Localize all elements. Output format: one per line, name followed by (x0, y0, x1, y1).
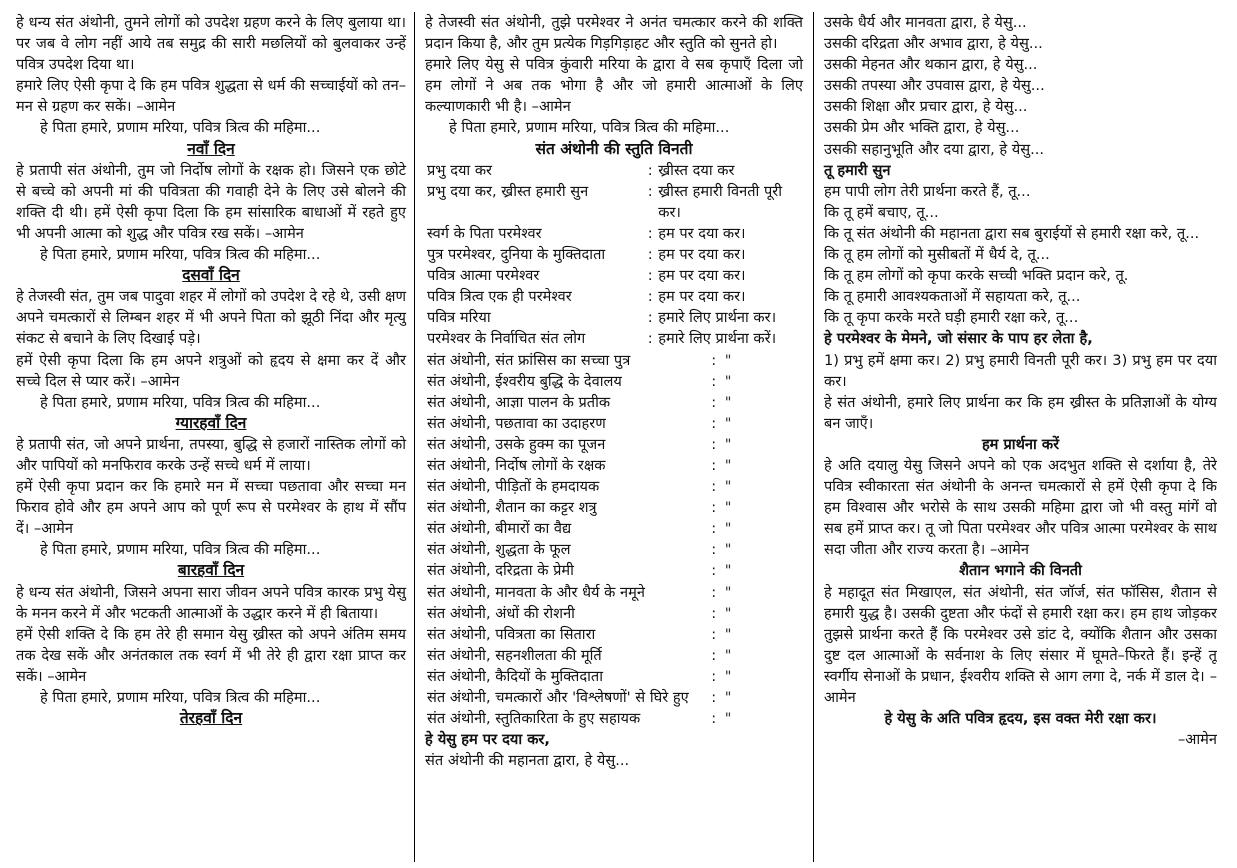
litany-line: उसकी प्रेम और भक्ति द्वारा, हे येसु... (824, 119, 1020, 137)
separator: : (647, 288, 653, 306)
separator: : (711, 541, 717, 559)
hear-line: कि तू संत अंथोनी की महानता द्वारा सब बुराईयों से हमारी रक्षा करे, तू... (824, 224, 1200, 242)
litany-response: ख्रीस्त हमारी विनती पूरी कर। (658, 182, 783, 221)
separator: : (711, 625, 717, 643)
day-13-title: तेरहवाँ दिन (179, 709, 243, 728)
litany-invocation: पवित्र त्रित्व एक ही परमेश्वर (427, 288, 572, 306)
litany-row (425, 560, 803, 581)
litany-line: उसकी शिक्षा और प्रचार द्वारा, हे येसु... (824, 98, 1028, 116)
paragraph: हमें ऐसी कृपा प्रदान कर कि हमारे मन में सच्चा पछतावा और सच्चा मन फिराव होवे और हम अपने आप को पूर्ण रूप से परमेश्वर के हाथ में सौंप दें। –आमेन (16, 478, 406, 538)
amen: –आमेन (1177, 731, 1217, 749)
litany-table (425, 160, 803, 350)
ditto-mark: " (724, 456, 732, 474)
paragraph: हे तेजस्वी संत, तुम जब पादुवा शहर में लोगों को उपदेश दे रहे थे, उसी क्षण अपने चमत्कारों से लिम्बन शहर में भी अपने पिता को झूठी निंदा और मृत्यु संकट से बचाने के लिए दिखाई पड़े। (16, 288, 406, 348)
separator: : (711, 583, 717, 601)
ditto-mark: " (724, 499, 732, 517)
litany-response: हमारे लिए प्रार्थना कर। (658, 309, 777, 327)
final-bold-line: हे येसु के अति पवित्र हृदय, इस वक्त मेरी रक्षा कर। (884, 710, 1157, 728)
litany-row (425, 666, 803, 687)
litany-row (425, 645, 803, 666)
litany-invocation: संत अंथोनी, संत फ्रांसिस का सच्चा पुत्र (427, 351, 631, 369)
separator: : (647, 224, 653, 242)
day-12-title: बारहवाँ दिन (177, 561, 245, 580)
bold-line: हे येसु हम पर दया कर, (425, 731, 550, 749)
day-heading (16, 413, 406, 434)
litany-line: उसकी दरिद्रता और अभाव द्वारा, हे येसु... (824, 35, 1043, 53)
separator: : (647, 330, 653, 348)
prayer-line: हे पिता हमारे, प्रणाम मरिया, पवित्र त्रित्व की महिमा... (40, 689, 321, 706)
separator: : (711, 710, 717, 728)
litany-saint-table (425, 350, 803, 730)
litany-invocation: संत अंथोनी, सहनशीलता की मूर्ति (427, 646, 602, 664)
litany-row (425, 307, 803, 328)
litany-row (425, 265, 803, 286)
day-9-title: नवाँ दिन (187, 139, 235, 158)
litany-response: ख्रीस्त दया कर (658, 161, 735, 179)
separator: : (647, 182, 653, 200)
litany-invocation: संत अंथोनी, आज्ञा पालन के प्रतीक (427, 393, 611, 411)
hear-line: कि तू हमें बचाए, तू... (824, 203, 939, 221)
separator: : (711, 372, 717, 390)
exorcism-title: शैतान भगाने की विनती (959, 562, 1082, 580)
paragraph: हे तेजस्वी संत अंथोनी, तुझे परमेश्वर ने अनंत चमत्कार करने की शक्ति प्रदान किया है, और तुम प्रत्येक गिड़गिड़ाहट और स्तुति को सुनते हो। (425, 14, 803, 53)
day-heading (16, 139, 406, 160)
litany-invocation: संत अंथोनी, मानवता के और धैर्य के नमूने (427, 583, 645, 601)
litany-row (425, 392, 803, 413)
litany-row (425, 687, 803, 708)
paragraph: हे धन्य संत अंथोनी, तुमने लोगों को उपदेश ग्रहण करने के लिए बुलाया था। पर जब वे लोग नहीं आये तब समुद्र की सारी मछलियों को बुलवाकर उन्हें पवित्र उपदेश दिया था। (16, 14, 406, 74)
paragraph: हे प्रतापी संत अंथोनी, तुम जो निर्दोष लोगों के रक्षक हो। जिसने एक छोटे से बच्चे को अपनी मां की पवित्रता की गवाही देने के लिए उसे बोलने की शक्ति दी थी। हमें ऐसी कृपा दिला कि हम सांसारिक बाधाओं में रहते हुए भी अपनी आत्मा को शुद्ध और पवित्र रख सकें। –आमेन (16, 161, 406, 242)
litany-row (425, 518, 803, 539)
litany-invocation: संत अंथोनी, शुद्धता के फूल (427, 541, 571, 559)
litany-line: संत अंथोनी की महानता द्वारा, हे येसु... (425, 752, 630, 770)
separator: : (711, 689, 717, 706)
separator: : (711, 520, 717, 538)
prayer-line: हे पिता हमारे, प्रणाम मरिया, पवित्र त्रित्व की महिमा... (40, 246, 321, 264)
litany-row (425, 244, 803, 265)
ditto-mark: " (724, 478, 732, 496)
litany-response: हमारे लिए प्रार्थना करें। (658, 330, 777, 348)
litany-row (425, 328, 803, 349)
litany-row (425, 434, 803, 455)
lets-pray-title: हम प्रार्थना करें (981, 435, 1060, 453)
litany-line: उसकी तपस्या और उपवास द्वारा, हे येसु... (824, 77, 1045, 95)
prayer-line: हे पिता हमारे, प्रणाम मरिया, पवित्र त्रित्व की महिमा... (40, 393, 321, 411)
day-10-title: दसवाँ दिन (182, 266, 240, 285)
ditto-mark: " (724, 646, 732, 664)
litany-invocation: संत अंथोनी, दरिद्रता के प्रेमी (427, 562, 574, 580)
ditto-mark: " (724, 667, 732, 685)
ditto-mark: " (724, 541, 732, 559)
ditto-mark: " (724, 435, 732, 453)
litany-invocation: संत अंथोनी, बीमारों का वैद्य (427, 520, 572, 538)
litany-invocation: प्रभु दया कर, ख्रीस्त हमारी सुन (427, 182, 589, 200)
column-left (16, 12, 414, 862)
litany-line: उसकी सहानुभूति और दया द्वारा, हे येसु... (824, 140, 1044, 158)
litany-invocation: संत अंथोनी, निर्दोष लोगों के रक्षक (427, 456, 606, 474)
litany-invocation: पवित्र मरिया (427, 309, 491, 327)
litany-row (425, 350, 803, 371)
hear-line: कि तू हम लोगों को कृपा करके सच्ची भक्ति प्रदान करे, तू. (824, 267, 1129, 285)
paragraph: हे संत अंथोनी, हमारे लिए प्रार्थना कर कि हम ख्रीस्त के प्रतिज्ञाओं के योग्य बन जाएँ। (824, 393, 1217, 432)
day-11-title: ग्यारहवाँ दिन (175, 413, 247, 432)
litany-invocation: संत अंथोनी, उसके हुक्म का पूजन (427, 435, 606, 453)
separator: : (647, 246, 653, 264)
litany-invocation: पवित्र आत्मा परमेश्वर (427, 267, 540, 285)
litany-line: उसके धैर्य और मानवता द्वारा, हे येसु... (824, 14, 1027, 31)
separator: : (711, 351, 717, 369)
paragraph: हे अति दयालु येसु जिसने अपने को एक अदभुत शक्ति से दर्शाया है, तेरे पवित्र स्वीकारता संत अंथोनी के अनन्त चमत्कारों से हमें ऐसी कृपा दे कि हम विश्वास और भरोसे के साथ उसकी महिमा द्वारा जो भी वस्तु मांगें वो सब हमें प्राप्त कर। तू जो पिता परमेश्वर और पवित्र आत्मा परमेश्वर के साथ सदा जीता और राज्य करता है। –आमेन (824, 456, 1217, 559)
separator: : (711, 414, 717, 432)
paragraph: हमारे लिए ऐसी कृपा दे कि हम पवित्र शुद्धता से धर्म की सच्चाईयों को तन–मन से ग्रहण कर सकें। –आमेन (16, 77, 406, 116)
paragraph: हे महादूत संत मिखाएल, संत अंथोनी, संत जॉर्ज, संत फॉसिस, शैतान से हमारी युद्ध है। उसकी दुष्टता और फंदों से हमारी रक्षा कर। हम हाथ जोड़कर तुझसे प्रार्थना करते हैं कि परमेश्वर उसे डांट दे, क्योंकि शैतान और उसका दुष्ट दल आत्माओं के सर्वनाश के लिए संसार में घूमते–फिरते हैं। इन्हें तू स्वर्गीय सेनाओं के प्रधान, ईश्वरीय शक्ति से आग लगा दे, नर्क में डाल दे। –आमेन (824, 583, 1217, 706)
ditto-mark: " (724, 372, 732, 390)
separator: : (711, 646, 717, 664)
litany-title: संत अंथोनी की स्तुति विनती (535, 139, 693, 158)
litany-invocation: संत अंथोनी, कैदियों के मुक्तिदाता (427, 667, 603, 685)
day-heading (16, 265, 406, 286)
litany-response: हम पर दया कर। (658, 267, 746, 285)
hear-line: कि तू हमारी आवश्यकताओं में सहायता करे, तू... (824, 288, 1081, 306)
litany-row (425, 371, 803, 392)
litany-row (425, 455, 803, 476)
litany-invocation: संत अंथोनी, पवित्रता का सितारा (427, 625, 596, 643)
separator: : (647, 309, 653, 327)
separator: : (711, 562, 717, 580)
ditto-mark: " (724, 520, 732, 538)
litany-response: हम पर दया कर। (658, 288, 746, 306)
litany-response: हम पर दया कर। (658, 246, 746, 264)
day-heading (16, 560, 406, 581)
litany-invocation: संत अंथोनी, पीड़ितों के हमदायक (427, 478, 600, 496)
hear-line: हम पापी लोग तेरी प्रार्थना करते हैं, तू... (824, 182, 1031, 200)
paragraph: हमारे लिए येसु से पवित्र कुंवारी मरिया के द्वारा वे सब कृपाएँ दिला जो हम लोगों ने अब तक भोगा है और जो हमारी आत्माओं के लिए कल्याणकारी भी है। –आमेन (425, 56, 803, 116)
ditto-mark: " (724, 351, 732, 369)
litany-invocation: संत अंथोनी, अंधों की रोशनी (427, 604, 575, 622)
separator: : (647, 161, 653, 179)
lamb-responses: 1) प्रभु हमें क्षमा कर। 2) प्रभु हमारी विनती पूरी कर। 3) प्रभु हम पर दया कर। (824, 351, 1217, 390)
litany-invocation: प्रभु दया कर (427, 161, 493, 179)
separator: : (711, 456, 717, 474)
separator: : (711, 478, 717, 496)
ditto-mark: " (724, 689, 732, 706)
ditto-mark: " (724, 414, 732, 432)
litany-row (425, 223, 803, 244)
day-heading (16, 708, 406, 729)
litany-invocation: संत अंथोनी, स्तुतिकारिता के हुए सहायक (427, 710, 641, 728)
column-middle (414, 12, 814, 862)
litany-invocation: संत अंथोनी, पछतावा का उदाहरण (427, 414, 606, 432)
litany-row (425, 413, 803, 434)
separator: : (711, 499, 717, 517)
paragraph: हे प्रतापी संत, जो अपने प्रार्थना, तपस्या, बुद्धि से हजारों नास्तिक लोगों को और पापियों को मनफिराव करके उन्हें सच्चे धर्म में लाया। (16, 435, 406, 474)
litany-invocation: संत अंथोनी, चमत्कारों और 'विश्लेषणों' से घिरे हुए (427, 689, 689, 706)
ditto-mark: " (724, 583, 732, 601)
separator: : (711, 435, 717, 453)
litany-response: हम पर दया कर। (658, 224, 746, 242)
litany-row (425, 286, 803, 307)
hear-line: कि तू कृपा करके मरते घड़ी हमारी रक्षा करे, तू... (824, 309, 1079, 327)
litany-invocation: संत अंथोनी, शैतान का कट्टर शत्रु (427, 499, 597, 517)
litany-invocation: पुत्र परमेश्वर, दुनिया के मुक्तिदाता (427, 246, 606, 264)
litany-row (425, 582, 803, 603)
lamb-of-god-line: हे परमेश्वर के मेमने, जो संसार के पाप हर लेता है, (824, 330, 1093, 348)
litany-line: उसकी मेहनत और थकान द्वारा, हे येसु... (824, 56, 1038, 74)
paragraph: हमें ऐसी शक्ति दे कि हम तेरे ही समान येसु ख्रीस्त को अपने अंतिम समय तक देख सकें और अनंतकाल तक स्वर्ग में भी तेरे ही द्वारा रक्षा प्राप्त कर सकें। –आमेन (16, 625, 406, 685)
litany-row (425, 708, 803, 729)
prayer-line: हे पिता हमारे, प्रणाम मरिया, पवित्र त्रित्व की महिमा... (40, 541, 321, 559)
litany-row (425, 476, 803, 497)
litany-row (425, 539, 803, 560)
litany-row (425, 497, 803, 518)
ditto-mark: " (724, 562, 732, 580)
litany-row (425, 624, 803, 645)
litany-invocation: स्वर्ग के पिता परमेश्वर (427, 224, 542, 242)
litany-row (425, 603, 803, 624)
prayer-line: हे पिता हमारे, प्रणाम मरिया, पवित्र त्रित्व की महिमा... (449, 119, 730, 137)
ditto-mark: " (724, 393, 732, 411)
paragraph: हमें ऐसी कृपा दिला कि हम अपने शत्रुओं को हृदय से क्षमा कर दें और सच्चे दिल से प्यार करें। –आमेन (16, 351, 406, 390)
ditto-mark: " (724, 604, 732, 622)
column-right (814, 12, 1217, 862)
ditto-mark: " (724, 710, 732, 728)
separator: : (711, 393, 717, 411)
hear-title: तू हमारी सुन (824, 161, 891, 179)
litany-invocation: संत अंथोनी, ईश्वरीय बुद्धि के देवालय (427, 372, 622, 390)
hear-line: कि तू हम लोगों को मुसीबतों में धैर्य दे, तू... (824, 246, 1050, 264)
prayer-line: हे पिता हमारे, प्रणाम मरिया, पवित्र त्रित्व की महिमा... (40, 119, 321, 137)
separator: : (711, 604, 717, 622)
litany-invocation: परमेश्वर के निर्वाचित संत लोग (427, 330, 586, 348)
litany-row (425, 160, 803, 181)
paragraph: हे धन्य संत अंथोनी, जिसने अपना सारा जीवन अपने पवित्र कारक प्रभु येसु के मनन करने में और भटकती आत्माओं के उद्धार करने में ही बिताया। (16, 583, 406, 622)
separator: : (647, 267, 653, 285)
ditto-mark: " (724, 625, 732, 643)
litany-row (425, 181, 803, 223)
separator: : (711, 667, 717, 685)
